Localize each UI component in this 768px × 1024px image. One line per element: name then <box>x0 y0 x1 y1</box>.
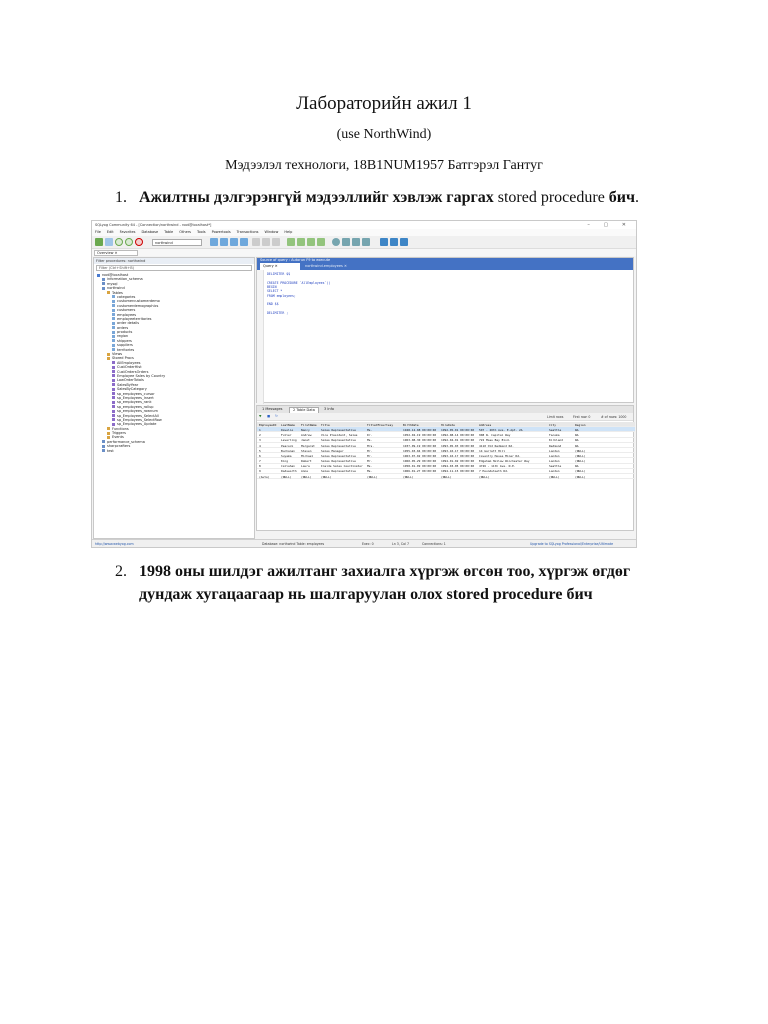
database-select[interactable]: northwind <box>152 239 202 246</box>
tree-item[interactable] <box>94 449 254 453</box>
tree-item-label: customerdemographics <box>117 303 159 308</box>
filter-input[interactable]: Filter (Ctrl+Shift+B) <box>96 265 252 271</box>
tree-node-icon <box>112 392 115 395</box>
tree-item-label: employees <box>117 312 137 317</box>
grid-cell: 3 <box>259 438 261 443</box>
grid-cell: 5 <box>259 448 261 453</box>
grid-cell: Peacock <box>281 443 294 448</box>
tree-node-icon <box>107 357 110 360</box>
tree-node-icon <box>112 331 115 334</box>
grid-cell: Ms. <box>367 438 373 443</box>
tree-item-label: sp_employees_rank <box>117 400 152 405</box>
sqlyog-screenshot <box>91 220 637 548</box>
execute-icon[interactable] <box>115 238 123 246</box>
grid-cell: Leverling <box>281 438 297 443</box>
object-tree <box>94 273 254 453</box>
refresh-result-icon[interactable]: ↻ <box>275 414 278 418</box>
tree-node-icon <box>112 396 115 399</box>
grid-cell: 1994-01-02 00:00:00 <box>441 459 475 464</box>
tree-node-icon <box>112 335 115 338</box>
tree-item-label: CustOrderHist <box>117 365 142 370</box>
menu-item-others[interactable]: Others <box>179 230 191 234</box>
grid-cell: 9 <box>259 469 261 474</box>
grid-cell: 1993-10-17 00:00:00 <box>441 453 475 458</box>
refresh-icon[interactable] <box>307 238 315 246</box>
tree-item-label: performance_schema <box>107 439 145 444</box>
grid-cell: 908 W. Capital Way <box>479 433 511 438</box>
tree-item-label: Employee Sales by Country <box>117 373 166 378</box>
tab-info[interactable]: 3 Info <box>324 407 334 411</box>
grid-cell: 14 Garrett Hill <box>479 448 506 453</box>
document-subtitle: (use NorthWind) <box>336 127 432 142</box>
tree-node-icon <box>112 383 115 386</box>
tree-node-icon <box>112 317 115 320</box>
tree-node-icon <box>112 423 115 426</box>
user-icon[interactable] <box>362 238 370 246</box>
grid-cell: Suyama <box>281 453 292 458</box>
connection-tab[interactable]: Overview ✕ <box>94 250 138 256</box>
tree-item-label: test <box>107 448 114 453</box>
grid-cell: London <box>549 448 560 453</box>
grid-cell: 722 Moss Bay Blvd. <box>479 438 511 443</box>
grid-cell: 4110 Old Redmond Rd. <box>479 443 514 448</box>
tree-item-label: SalesByYear <box>117 382 139 387</box>
grid-cell: (NULL) <box>281 474 292 479</box>
tree-node-icon <box>112 374 115 377</box>
column-header[interactable]: City <box>549 422 556 427</box>
grid-cell: Sales Representative <box>321 443 356 448</box>
tree-node-icon <box>112 339 115 342</box>
tree-node-icon <box>112 418 115 421</box>
result-tabs <box>257 406 633 413</box>
index-icon[interactable] <box>240 238 248 246</box>
grid-cell: Andrew <box>301 433 312 438</box>
new-query-icon[interactable] <box>105 238 113 246</box>
tab-query[interactable]: Query ✕ <box>260 263 300 270</box>
row-count-field[interactable]: # of rows: 1000 <box>601 415 627 419</box>
grid-cell: Michael <box>301 453 314 458</box>
sync-icon[interactable] <box>317 238 325 246</box>
grid-cell: (NULL) <box>301 474 312 479</box>
tree-item-label: customercustomerdemo <box>117 299 160 304</box>
object-browser-header: Filter procedures: northwind <box>94 258 254 264</box>
export-result-icon[interactable]: ■ <box>267 414 271 418</box>
tree-node-icon <box>112 405 115 408</box>
import-icon[interactable] <box>297 238 305 246</box>
grid-cell: 2 <box>259 433 261 438</box>
grid-cell: (NULL) <box>575 453 586 458</box>
tree-node-icon <box>112 348 115 351</box>
status-url[interactable]: http://www.webyog.com <box>95 542 134 546</box>
tree-item-label: sp_employees_cursor <box>117 391 155 396</box>
code-line: DELIMITER ; <box>267 310 289 315</box>
grid-cell: Mr. <box>367 453 373 458</box>
code-line: FROM employees; <box>267 293 296 298</box>
tree-item-label: sp_employees_rownum <box>117 409 158 414</box>
tree-item-label: shippers <box>117 338 132 343</box>
tree-item-label: territories <box>117 347 135 352</box>
object-browser <box>93 257 255 539</box>
tree-item-label: SalesByCategory <box>117 387 147 392</box>
tree-node-icon <box>107 432 110 435</box>
grid-cell: Sales Manager <box>321 448 344 453</box>
schema-designer-icon[interactable] <box>390 238 398 246</box>
tree-item-label: sharpcrafters <box>107 444 131 449</box>
tree-item-label: Views <box>112 352 123 357</box>
grid-cell: Seattle <box>549 427 562 432</box>
window-controls[interactable]: – ▢ ✕ <box>587 222 632 228</box>
grid-cell: 1948-12-08 00:00:00 <box>403 427 437 432</box>
grid-cell: Fuller <box>281 433 292 438</box>
tree-node-icon <box>107 291 110 294</box>
tree-item-label: LowOrderTotals <box>117 378 144 383</box>
menu-item-edit[interactable]: Edit <box>106 230 114 234</box>
task-1-text: Ажилтны дэлгэрэнгүй мэдээллийг хэвлэж гаргах stored procedure бич. <box>139 189 640 206</box>
grid-cell: 6 <box>259 453 261 458</box>
result-toolbar <box>257 413 633 421</box>
grid-cell: 4 <box>259 443 261 448</box>
grid-cell: Seattle <box>549 464 562 469</box>
grid-cell: Janet <box>301 438 310 443</box>
tree-node-icon <box>112 361 115 364</box>
status-table-info: Database: northwind Table: employees <box>262 542 325 546</box>
tree-node-icon <box>112 414 115 417</box>
grid-cell: Buchanan <box>281 448 295 453</box>
window-titlebar <box>92 221 636 229</box>
tree-node-icon <box>107 353 110 356</box>
grid-cell: Edgeham Hollow Winchester Way <box>479 459 530 464</box>
tree-node-icon <box>112 379 115 382</box>
grid-cell: 4726 - 11th Ave. N.E. <box>479 464 516 469</box>
text-icon[interactable] <box>272 238 280 246</box>
schema-icon[interactable] <box>230 238 238 246</box>
menu-item-database[interactable]: Database <box>141 230 159 234</box>
menu-bar <box>92 229 636 236</box>
document-title: Лабораторийн ажил 1 <box>296 93 472 114</box>
editor-header: Source of query : Autorun F9 to execute <box>260 258 331 262</box>
column-header[interactable]: Title <box>321 422 330 427</box>
grid-cell: 1992-04-01 00:00:00 <box>441 438 475 443</box>
tree-node-icon <box>112 344 115 347</box>
grid-cell: 1994-11-15 00:00:00 <box>441 469 475 474</box>
grid-cell: 507 - 20th Ave. E.Apt. 2A <box>479 427 523 432</box>
code-line: DELIMITER $$ <box>267 272 291 276</box>
tree-item-label: customers <box>117 308 136 313</box>
tree-item-label: categories <box>117 294 136 299</box>
grid-cell: (Auto) <box>259 474 270 479</box>
tree-item-label: Stored Procs <box>112 356 134 361</box>
grid-cell: WA <box>575 464 579 469</box>
tree-item-label: order details <box>117 321 140 326</box>
grid-cell: Mr. <box>367 459 373 464</box>
grid-cell: 1952-02-19 00:00:00 <box>403 433 437 438</box>
grid-cell: (NULL) <box>479 474 490 479</box>
grid-cell: Sales Representative <box>321 469 356 474</box>
column-header[interactable]: TitleOfCourtesy <box>367 422 394 427</box>
limit-rows-checkbox[interactable]: Limit rows <box>547 415 564 419</box>
grid-cell: 1994-03-05 00:00:00 <box>441 464 475 469</box>
grid-cell: Coventry House Miner Rd. <box>479 453 521 458</box>
column-header[interactable]: HireDate <box>441 422 455 427</box>
menu-item-file[interactable]: File <box>95 230 101 234</box>
grid-cell: Tacoma <box>549 433 560 438</box>
tree-item-label: sp_Employees_SelectAll <box>117 413 159 418</box>
menu-item-transactions[interactable]: Transactions <box>236 230 259 234</box>
grid-cell: WA <box>575 433 579 438</box>
tree-item-label: Events <box>112 435 124 440</box>
status-bar <box>92 539 636 547</box>
grid-cell: Kirkland <box>549 438 563 443</box>
tree-item-label: region <box>117 334 129 339</box>
grid-cell: (NULL) <box>549 474 560 479</box>
grid-cell: 7 <box>259 459 261 464</box>
grid-cell: London <box>549 459 560 464</box>
grid-cell: Ms. <box>367 469 373 474</box>
result-grid[interactable] <box>257 422 635 479</box>
tree-node-icon <box>102 278 105 281</box>
results-panel <box>256 405 634 531</box>
grid-cell: Dr. <box>367 433 373 438</box>
grid-cell: 1963-07-02 00:00:00 <box>403 453 437 458</box>
tree-node-icon <box>112 410 115 413</box>
grid-cell: Robert <box>301 459 312 464</box>
menu-item-window[interactable]: Window <box>264 230 279 234</box>
task-1-number: 1. <box>115 189 127 206</box>
first-row-field[interactable]: First row: 0 <box>573 415 591 419</box>
grid-cell: WA <box>575 443 579 448</box>
code-line: CREATE PROCEDURE `AllEmployees`() <box>267 280 331 285</box>
grid-cell: Redmond <box>549 443 562 448</box>
grid-cell: (NULL) <box>575 469 586 474</box>
menu-item-help[interactable]: Help <box>284 230 293 234</box>
tree-node-icon <box>102 449 105 452</box>
grid-cell: 1992-08-14 00:00:00 <box>441 433 475 438</box>
grid-cell: Sales Representative <box>321 427 356 432</box>
tree-node-icon <box>107 436 110 439</box>
code-area[interactable] <box>257 270 635 404</box>
grid-cell: (NULL) <box>403 474 414 479</box>
grid-cell: Davolio <box>281 427 294 432</box>
tree-item-label: Tables <box>112 290 123 295</box>
grid-cell: Mrs. <box>367 443 374 448</box>
tree-item-label: sp_Employees_Insert <box>117 395 154 400</box>
tree-item-label: CustOrdersOrders <box>117 369 149 374</box>
column-header[interactable]: LastName <box>281 422 295 427</box>
connection-tabs <box>92 249 636 256</box>
grid-cell: London <box>549 453 560 458</box>
grid-cell: Sales Representative <box>321 453 356 458</box>
grid-cell: 1993-10-17 00:00:00 <box>441 448 475 453</box>
tab-messages[interactable]: 1 Messages <box>262 407 283 411</box>
editor-tab-bar <box>257 258 633 270</box>
grid-cell: 1963-08-30 00:00:00 <box>403 438 437 443</box>
form-icon[interactable] <box>262 238 270 246</box>
grid-cell: Laura <box>301 464 310 469</box>
grid-cell: Ms. <box>367 464 373 469</box>
grid-cell: Anne <box>301 469 308 474</box>
grid-cell: WA <box>575 438 579 443</box>
code-line: END $$ <box>267 302 279 307</box>
filter-icon[interactable]: ▼ <box>259 414 262 418</box>
tree-node-icon <box>102 282 105 285</box>
table-icon[interactable] <box>210 238 218 246</box>
tree-item-label: sp_Employees_SelectRow <box>117 417 162 422</box>
tree-node-icon <box>112 295 115 298</box>
tree-node-icon <box>107 427 110 430</box>
grid-cell: WA <box>575 427 579 432</box>
column-header[interactable]: BirthDate <box>403 422 419 427</box>
schedule-icon[interactable] <box>332 238 340 246</box>
grid-cell: 1992-05-01 00:00:00 <box>441 427 475 432</box>
tree-item-label: AllEmployees <box>117 360 141 365</box>
tree-node-icon <box>102 440 105 443</box>
tree-node-icon <box>112 304 115 307</box>
profiler-icon[interactable] <box>400 238 408 246</box>
grid-cell: King <box>281 459 288 464</box>
tree-node-icon <box>112 313 115 316</box>
grid-cell: Nancy <box>301 427 310 432</box>
tree-item-label: employeeterritories <box>117 316 152 321</box>
grid-cell: Margaret <box>301 443 315 448</box>
grid-cell: (NULL) <box>441 474 452 479</box>
connect-icon[interactable] <box>95 238 103 246</box>
grid-cell: (NULL) <box>575 474 586 479</box>
window-title: SQLyog Community 64 - [Connection/northwind - root@localhost*] <box>95 223 212 227</box>
grid-cell: Dodsworth <box>281 469 297 474</box>
grid-cell: Ms. <box>367 427 373 432</box>
grid-cell: Steven <box>301 448 312 453</box>
tree-item-label: suppliers <box>117 343 133 348</box>
grid-cell: 1958-01-09 00:00:00 <box>403 464 437 469</box>
table-row[interactable] <box>257 474 635 479</box>
tree-item-label: information_schema <box>107 277 143 282</box>
table-data-icon[interactable] <box>220 238 228 246</box>
tab-table-employees[interactable]: northwind.employees ✕ <box>305 264 347 268</box>
tree-node-icon <box>112 309 115 312</box>
grid-cell: Mr. <box>367 448 373 453</box>
tab-table-data[interactable]: 2 Table Data <box>289 407 319 413</box>
line-gutter <box>257 270 264 404</box>
grid-cell: 1937-09-19 00:00:00 <box>403 443 437 448</box>
status-exec: Exec: 0 <box>362 542 374 546</box>
tree-node-icon <box>112 322 115 325</box>
code-line: SELECT * <box>267 289 283 294</box>
query-editor <box>256 257 634 403</box>
grid-cell: 7 Houndstooth Rd. <box>479 469 509 474</box>
column-header[interactable]: Region <box>575 422 586 427</box>
grid-cell: 1993-05-03 00:00:00 <box>441 443 475 448</box>
status-upgrade-link[interactable]: Upgrade to SQLyog Professional/Enterprise/Ultimate <box>530 542 614 546</box>
column-header[interactable]: FirstName <box>301 422 317 427</box>
menu-item-tools[interactable]: Tools <box>196 230 206 234</box>
grid-cell: (NULL) <box>575 448 586 453</box>
grid-cell: Vice President, Sales <box>321 433 358 438</box>
export-icon[interactable] <box>287 238 295 246</box>
tree-node-icon <box>112 370 115 373</box>
query-builder-icon[interactable] <box>380 238 388 246</box>
tree-item-label: mysql <box>107 281 118 286</box>
status-cursor: Ln 3, Col 7 <box>392 542 409 546</box>
author-line: Мэдээлэл технологи, 18B1NUM1957 Батгэрэл Гантуг <box>225 158 543 173</box>
grid-cell: 1 <box>259 427 261 432</box>
restore-icon[interactable] <box>352 238 360 246</box>
status-connections: Connections: 1 <box>422 542 446 546</box>
task-2-number: 2. <box>115 563 127 580</box>
grid-cell: 8 <box>259 464 261 469</box>
backup-icon[interactable] <box>342 238 350 246</box>
grid-icon[interactable] <box>252 238 260 246</box>
grid-cell: 1960-05-29 00:00:00 <box>403 459 437 464</box>
grid-cell: London <box>549 469 560 474</box>
grid-cell: Callahan <box>281 464 295 469</box>
tree-item-label: Functions <box>112 426 129 431</box>
tree-item-label: sp_employees_rollup <box>117 404 154 409</box>
column-header[interactable]: EmployeeID <box>259 422 277 427</box>
grid-cell: 1955-03-04 00:00:00 <box>403 448 437 453</box>
tree-node-icon <box>112 300 115 303</box>
tree-node-icon <box>102 287 105 290</box>
tree-item-label: northwind <box>107 286 125 291</box>
tree-item-label: products <box>117 330 133 335</box>
tree-node-icon <box>97 274 100 277</box>
tree-node-icon <box>112 388 115 391</box>
tree-node-icon <box>112 366 115 369</box>
grid-cell: (NULL) <box>321 474 332 479</box>
menu-item-table[interactable]: Table <box>164 230 174 234</box>
tree-item-label: root@localhost <box>102 273 129 277</box>
execute-all-icon[interactable] <box>125 238 133 246</box>
tree-item-label: sp_Employees_Update <box>117 422 157 427</box>
code-line: BEGIN <box>267 284 277 289</box>
menu-item-powertools[interactable]: Powertools <box>211 230 231 234</box>
tree-node-icon <box>102 445 105 448</box>
grid-cell: (NULL) <box>367 474 378 479</box>
tree-node-icon <box>112 401 115 404</box>
menu-item-favorites[interactable]: Favorites <box>119 230 136 234</box>
stop-icon[interactable] <box>135 238 143 246</box>
grid-cell: 1966-01-27 00:00:00 <box>403 469 437 474</box>
tree-node-icon <box>112 326 115 329</box>
grid-cell: (NULL) <box>575 459 586 464</box>
grid-cell: Sales Representative <box>321 459 356 464</box>
tree-item-label: Triggers <box>112 431 126 436</box>
column-header[interactable]: Address <box>479 422 492 427</box>
toolbar <box>92 236 636 249</box>
grid-cell: Inside Sales Coordinator <box>321 464 363 469</box>
task-2-text: 1998 оны шилдэг ажилтанг захиалга хүргэж өгсөн тоо, хүргэж өгдөг дундаж хугацаагаар нь шалгаруулан олох stored procedure бич <box>139 563 631 603</box>
tree-item-label: orders <box>117 325 129 330</box>
grid-cell: Sales Representative <box>321 438 356 443</box>
